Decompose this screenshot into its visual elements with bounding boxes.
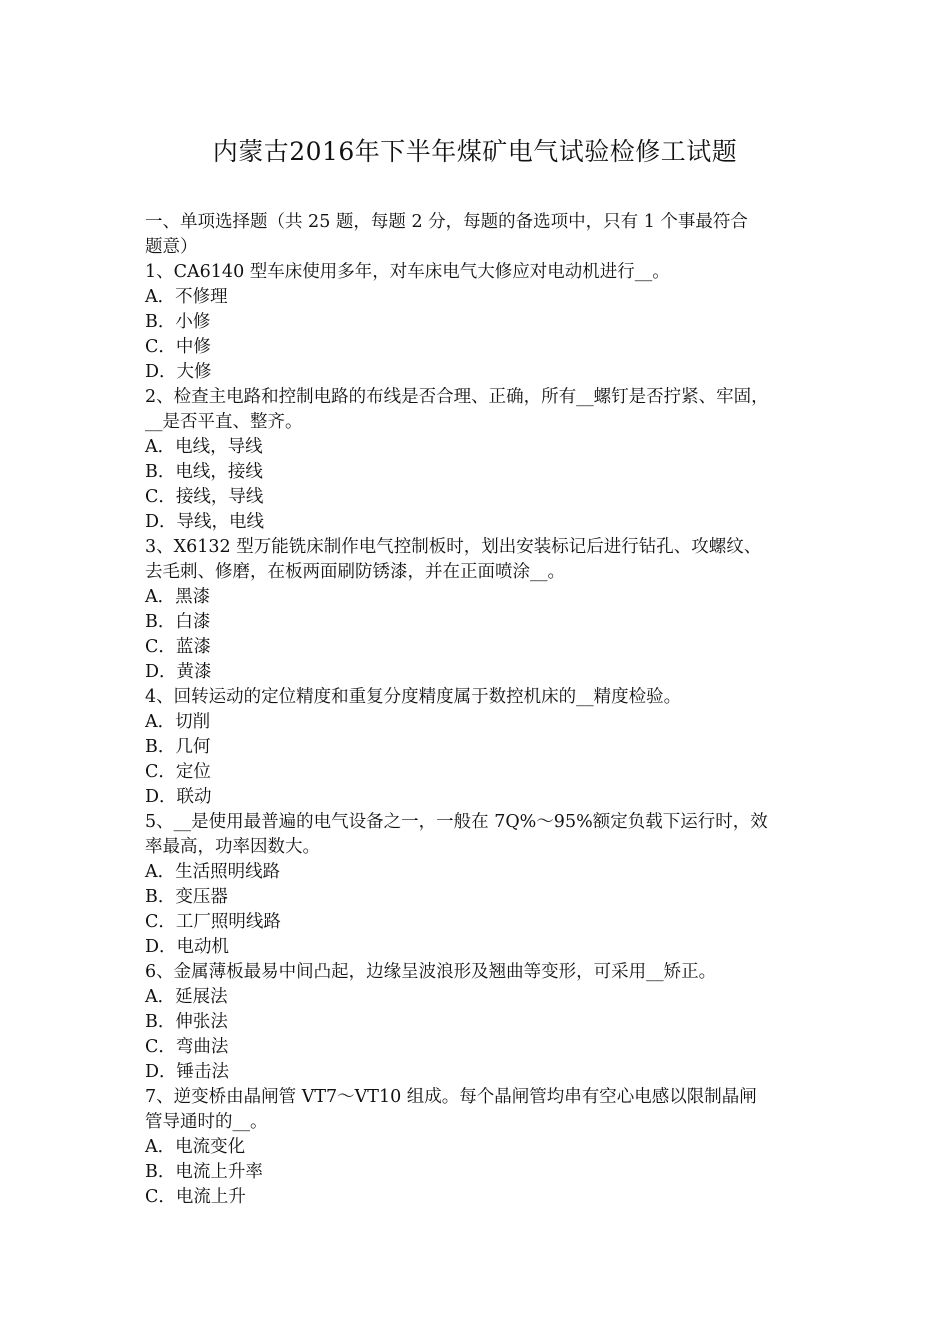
option-d: D．大修: [145, 362, 212, 382]
question-stem-line: 率最高，功率因数大。: [145, 837, 320, 857]
question-1: [145, 260, 810, 385]
option-b: B．白漆: [145, 612, 211, 632]
question-stem: [145, 810, 810, 860]
question-7: [145, 1085, 810, 1210]
question-stem-line: 去毛刺、修磨，在板两面刷防锈漆，并在正面喷涂__。: [145, 562, 565, 582]
option-c: C．定位: [145, 762, 211, 782]
question-stem-line: 2、检查主电路和控制电路的布线是否合理、正确，所有__螺钉是否拧紧、牢固，: [145, 387, 769, 407]
option-d: D．黄漆: [145, 662, 212, 682]
question-stem-line: 7、逆变桥由晶闸管 VT7～VT10 组成。每个晶闸管均串有空心电感以限制晶闸: [145, 1087, 757, 1107]
question-stem: [145, 260, 810, 285]
question-stem-line: 3、X6132 型万能铣床制作电气控制板时，划出安装标记后进行钻孔、攻螺纹、: [145, 537, 762, 557]
question-stem: [145, 960, 810, 985]
document-title: 内蒙古2016年下半年煤矿电气试验检修工试题: [212, 137, 738, 166]
option-c: C．弯曲法: [145, 1037, 229, 1057]
option-a: A．电线，导线: [145, 437, 263, 457]
question-stem: [145, 385, 810, 435]
option-b: B．小修: [145, 312, 211, 332]
question-stem-line: __是否平直、整齐。: [145, 412, 303, 432]
option-a: A．电流变化: [145, 1137, 246, 1157]
option-a: A．不修理: [145, 287, 228, 307]
option-a: A．延展法: [145, 987, 228, 1007]
question-stem: [145, 1085, 810, 1135]
section-header-line: 一、单项选择题（共 25 题，每题 2 分，每题的备选项中，只有 1 个事最符合: [145, 212, 748, 232]
option-c: C．电流上升: [145, 1187, 246, 1207]
option-b: B．电流上升率: [145, 1162, 263, 1182]
option-c: C．中修: [145, 337, 211, 357]
question-stem-line: 管导通时的__。: [145, 1112, 268, 1132]
option-c: C．接线，导线: [145, 487, 264, 507]
option-b: B．伸张法: [145, 1012, 228, 1032]
option-d: D．电动机: [145, 937, 230, 957]
option-b: B．变压器: [145, 887, 228, 907]
option-c: C．蓝漆: [145, 637, 211, 657]
question-4: [145, 685, 810, 810]
document-body: [145, 210, 810, 1210]
question-5: [145, 810, 810, 960]
option-a: A．生活照明线路: [145, 862, 281, 882]
option-b: B．电线，接线: [145, 462, 263, 482]
question-stem-line: 4、回转运动的定位精度和重复分度精度属于数控机床的__精度检验。: [145, 687, 682, 707]
question-2: [145, 385, 810, 535]
question-stem: [145, 685, 810, 710]
option-a: A．黑漆: [145, 587, 211, 607]
question-stem-line: 5、__是使用最普遍的电气设备之一，一般在 7Q%～95%额定负载下运行时，效: [145, 812, 768, 832]
section-header: [145, 210, 810, 260]
section-header-line: 题意）: [145, 237, 198, 257]
option-d: D．导线，电线: [145, 512, 265, 532]
question-6: [145, 960, 810, 1085]
question-stem-line: 1、CA6140 型车床使用多年，对车床电气大修应对电动机进行__。: [145, 262, 670, 282]
option-d: D．锤击法: [145, 1062, 230, 1082]
question-stem: [145, 535, 810, 585]
question-stem-line: 6、金属薄板最易中间凸起，边缘呈波浪形及翘曲等变形，可采用__矫正。: [145, 962, 717, 982]
option-b: B．几何: [145, 737, 211, 757]
option-c: C．工厂照明线路: [145, 912, 281, 932]
option-d: D．联动: [145, 787, 212, 807]
option-a: A．切削: [145, 712, 211, 732]
question-3: [145, 535, 810, 685]
